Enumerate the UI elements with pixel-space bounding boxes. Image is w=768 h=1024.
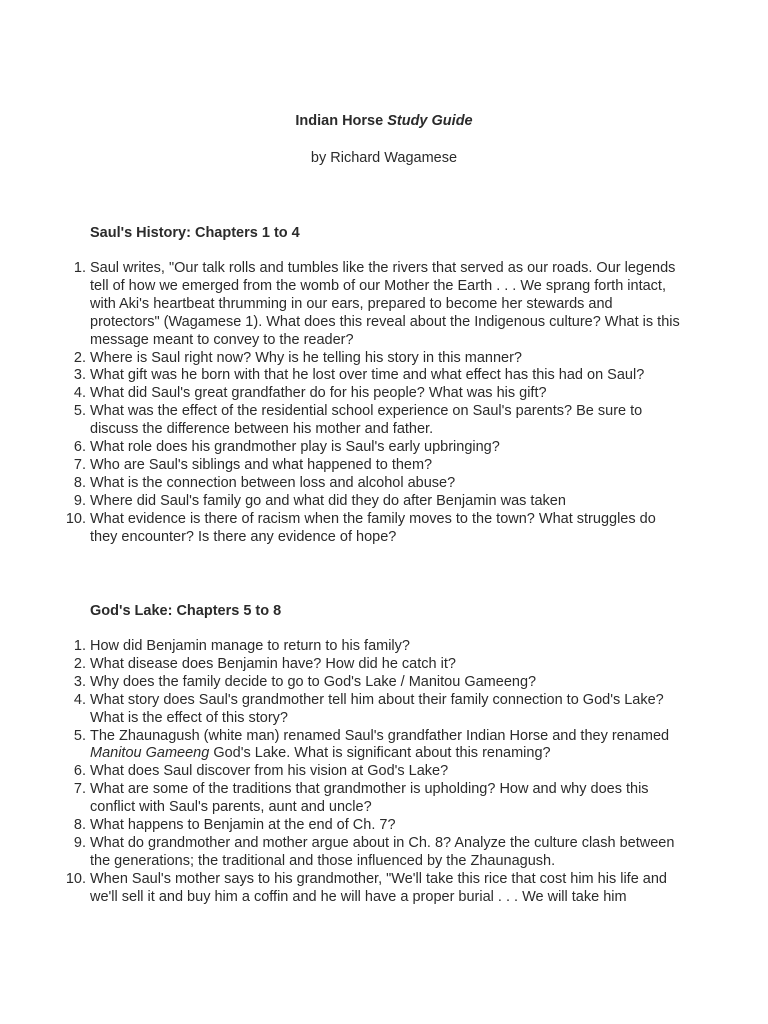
question-number: 9. bbox=[73, 492, 86, 509]
question-number: 1. bbox=[73, 260, 86, 276]
question-text: Who are Saul's siblings and what happened to them? bbox=[90, 456, 433, 473]
question-item bbox=[64, 385, 684, 403]
question-item bbox=[64, 457, 684, 475]
question-text: What does Saul discover from his vision at God's Lake? bbox=[90, 763, 449, 780]
question-number: 7. bbox=[73, 456, 86, 473]
document-title bbox=[0, 112, 768, 130]
title-italic: Study Guide bbox=[387, 113, 473, 129]
question-item bbox=[64, 260, 684, 350]
question-number: 8. bbox=[73, 474, 86, 491]
question-item bbox=[64, 763, 684, 781]
question-list-gods-lake bbox=[64, 638, 684, 907]
question-text: What was the effect of the residential school experience on Saul's parents? Be sure to discuss the difference between his mother and father. bbox=[90, 403, 643, 438]
question-text: Saul writes, "Our talk rolls and tumbles like the rivers that served as our roads. Our legends tell of how we emerged from the womb of our Mother the Earth . . . We sprang forth intact, with Aki's heartbeat thrumming in our ears, prepared to become her stewards and protectors" (Wagamese 1). What does this reveal about the Indigenous culture? What is this message meant to convey to the reader? bbox=[90, 260, 680, 348]
question-text: What did Saul's great grandfather do for his people? What was his gift? bbox=[90, 385, 547, 402]
question-number: 6. bbox=[73, 439, 86, 456]
question-text: What story does Saul's grandmother tell him about their family connection to God's Lake? What is the effect of this story? bbox=[90, 691, 664, 726]
question-item bbox=[64, 674, 684, 692]
question-item bbox=[64, 835, 684, 871]
question-text-part: God's Lake. What is significant about this renaming? bbox=[209, 745, 551, 762]
question-item bbox=[64, 692, 684, 728]
author-byline: by Richard Wagamese bbox=[310, 150, 458, 166]
question-text: Where did Saul's family go and what did they do after Benjamin was taken bbox=[90, 492, 566, 509]
question-text: When Saul's mother says to his grandmother, "We'll take this rice that cost him his life and we'll sell it and buy him a coffin and he will have a proper burial . . . We will take him bbox=[90, 870, 667, 905]
question-number: 3. bbox=[73, 673, 86, 690]
question-item bbox=[64, 511, 684, 547]
question-item bbox=[64, 817, 684, 835]
question-number: 2. bbox=[73, 349, 86, 366]
question-number: 1. bbox=[73, 638, 86, 654]
question-text: What role does his grandmother play is Saul's early upbringing? bbox=[90, 439, 500, 456]
question-text-italic: Manitou Gameeng bbox=[90, 745, 210, 762]
question-number: 9. bbox=[73, 834, 86, 851]
question-number: 5. bbox=[73, 727, 86, 744]
question-item bbox=[64, 638, 684, 656]
question-text: Where is Saul right now? Why is he telling his story in this manner? bbox=[90, 349, 522, 366]
question-item bbox=[64, 493, 684, 511]
question-text: What evidence is there of racism when the family moves to the town? What struggles do they encounter? Is there any evidence of hope? bbox=[90, 510, 656, 545]
question-text: How did Benjamin manage to return to his family? bbox=[90, 638, 410, 654]
question-text: What is the connection between loss and alcohol abuse? bbox=[90, 474, 456, 491]
question-number: 8. bbox=[73, 817, 86, 834]
question-item bbox=[64, 439, 684, 457]
question-item bbox=[64, 350, 684, 368]
question-item bbox=[64, 656, 684, 674]
question-item bbox=[64, 728, 684, 764]
question-number: 3. bbox=[73, 367, 86, 384]
question-text-part: The Zhaunagush (white man) renamed Saul's grandfather Indian Horse and they renamed bbox=[90, 727, 670, 744]
question-list-sauls-history bbox=[64, 260, 684, 547]
question-text: What disease does Benjamin have? How did he catch it? bbox=[90, 655, 456, 672]
question-number: 2. bbox=[73, 655, 86, 672]
section-heading-gods-lake: God's Lake: Chapters 5 to 8 bbox=[90, 603, 282, 619]
question-text: What do grandmother and mother argue about in Ch. 8? Analyze the culture clash between the generations; the traditional and those influenced by the Zhaunagush. bbox=[90, 834, 675, 869]
question-item bbox=[64, 475, 684, 493]
question-text: What gift was he born with that he lost over time and what effect has this had on Saul? bbox=[90, 367, 645, 384]
question-number: 4. bbox=[73, 385, 86, 402]
question-number: 6. bbox=[73, 763, 86, 780]
question-item bbox=[64, 367, 684, 385]
question-text bbox=[90, 728, 669, 762]
question-number: 7. bbox=[73, 781, 86, 798]
question-text: What are some of the traditions that grandmother is upholding? How and why does this conflict with Saul's parents, aunt and uncle? bbox=[90, 781, 649, 816]
question-item bbox=[64, 871, 684, 907]
question-item bbox=[64, 403, 684, 439]
question-item bbox=[64, 781, 684, 817]
question-number: 10. bbox=[65, 870, 86, 887]
question-number: 4. bbox=[73, 691, 86, 708]
section-heading-sauls-history: Saul's History: Chapters 1 to 4 bbox=[90, 225, 300, 241]
question-number: 5. bbox=[73, 403, 86, 420]
question-text: What happens to Benjamin at the end of Ch. 7? bbox=[90, 817, 396, 834]
title-main: Indian Horse bbox=[295, 113, 388, 129]
question-number: 10. bbox=[65, 510, 86, 527]
question-text: Why does the family decide to go to God's Lake / Manitou Gameeng? bbox=[90, 673, 537, 690]
